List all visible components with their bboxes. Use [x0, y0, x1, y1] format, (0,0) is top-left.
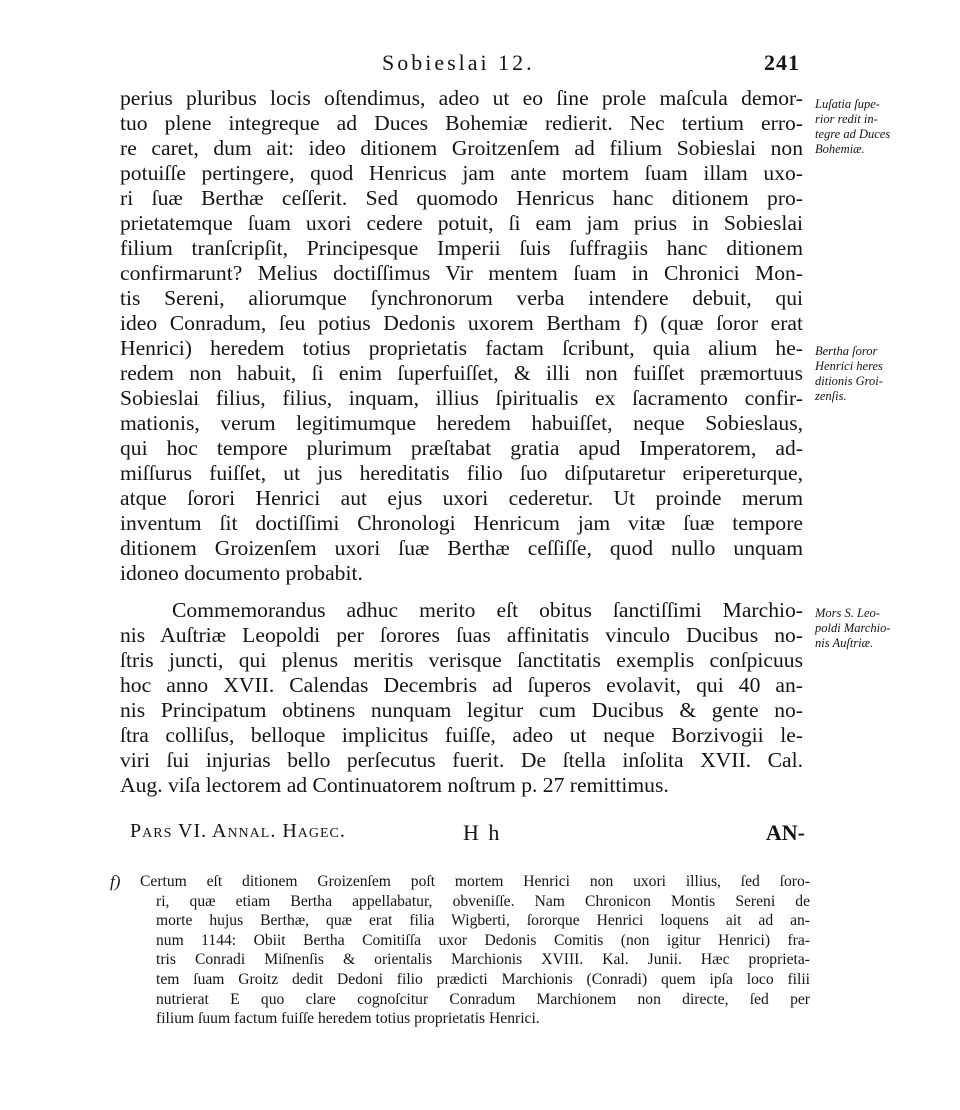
page-number: 241 — [764, 50, 800, 75]
text-line: atque ſorori Henrici aut ejus uxori cederetur. Ut proinde merum — [120, 486, 803, 510]
text-line: potuiſſe pertingere, quod Henricus jam ante mortem ſuam illam uxo- — [120, 161, 803, 185]
margin-note-leopold — [815, 606, 945, 651]
footnote-line: tris Conradi Miſnenſis & orientalis Marchionis XVIII. Kal. Junii. Hæc proprieta- — [156, 951, 810, 969]
text-line: miſſurus fuiſſet, ut jus hereditatis filio ſuo diſputaretur eripereturque, — [120, 461, 803, 485]
running-head-title: Sobieslai 12. — [382, 50, 535, 75]
text-line: Henrici) heredem totius proprietatis factam ſcribunt, quia alium he- — [120, 336, 803, 360]
margin-note-bertha — [815, 344, 945, 404]
text-line: confirmarunt? Melius doctiſſimus Vir mentem ſuam in Chronici Mon- — [120, 261, 803, 285]
text-line: Sobieslai filius, filius, inquam, illius ſpiritualis ex ſacramento confir- — [120, 386, 803, 410]
signature-mark: H h — [463, 820, 502, 845]
text-line: ſtra colliſus, belloque implicitus fuiſſe, adeo ut neque Borzivogii le- — [120, 723, 803, 747]
text-line: re caret, dum ait: ideo ditionem Groitzenſem ad filium Sobieslai non — [120, 136, 803, 160]
margin-note-line: ditionis Groi- — [815, 374, 883, 388]
paragraph-2 — [120, 598, 803, 798]
text-line: Commemorandus adhuc merito eſt obitus ſanctiſſimi Marchio- — [172, 598, 803, 622]
paragraph-1 — [120, 86, 803, 586]
footnote-line: nutrierat E quo clare cognoſcitur Conradum Marchionem non directe, ſed per — [156, 990, 810, 1008]
signature-label: Pars VI. Annal. Hagec. — [130, 820, 346, 842]
text-line: nis Auſtriæ Leopoldi per ſorores ſuas affinitatis vinculo Ducibus no- — [120, 623, 803, 647]
footnote-line: morte hujus Berthæ, quæ erat filia Wigberti, ſororque Henrici loquens ait ad an- — [156, 912, 810, 930]
margin-note-line: rior redit in- — [815, 112, 878, 126]
text-line: viri ſui injurias bello perſecutus fuerit. De ſtella inſolita XVII. Cal. — [120, 748, 803, 772]
text-line: hoc anno XVII. Calendas Decembris ad ſuperos evolavit, qui 40 an- — [120, 673, 803, 697]
text-line: inventum ſit doctiſſimi Chronologi Henricum jam vitæ ſuæ tempore — [120, 511, 803, 535]
margin-note-line: tegre ad Duces — [815, 127, 891, 141]
footnote-line: num 1144: Obiit Bertha Comitiſſa uxor Dedonis Comitis (non igitur Henrici) fra- — [156, 931, 810, 949]
text-line: tuo plene integreque ad Duces Bohemiæ redierit. Nec tertium erro- — [120, 111, 803, 135]
margin-note-line: Mors S. Leo- — [815, 606, 880, 620]
margin-note-line: poldi Marchio- — [815, 621, 891, 635]
margin-note-lusatia — [815, 97, 945, 157]
text-line: redem non habuit, ſi enim ſuperfuiſſet, & illi non fuiſſet præmortuus — [120, 361, 803, 385]
text-line: prietatemque ſuam uxori cedere potuit, ſi eam jam prius in Sobieslai — [120, 211, 803, 235]
text-line: mationis, verum legitimumque heredem habuiſſet, neque Sobieslaus, — [120, 411, 803, 435]
text-line: nis Principatum obtinens nunquam legitur cum Ducibus & gente no- — [120, 698, 803, 722]
text-line: qui hoc tempore plurimum præſtabat gratia apud Imperatorem, ad- — [120, 436, 803, 460]
margin-note-line: nis Auſtriæ. — [815, 636, 874, 650]
margin-note-line: Luſatia ſupe- — [815, 97, 880, 111]
margin-note-line: Henrici heres — [815, 359, 883, 373]
footnote-text — [140, 872, 810, 1029]
margin-note-line: Bertha ſoror — [815, 344, 878, 358]
footnote-line: tem ſuam Groitz dedit Dedoni filio prædicti Marchionis (Conradi) quem ipſa loco filii — [156, 970, 810, 988]
footnote-line: Certum eſt ditionem Groizenſem poſt mortem Henrici non uxori illius, ſed ſoro- — [140, 873, 810, 890]
signature-line — [130, 820, 805, 850]
text-line: tis Sereni, aliorumque ſynchronorum verba intendere debuit, qui — [120, 286, 803, 310]
text-line: ri ſuæ Berthæ ceſſerit. Sed quomodo Henricus hanc ditionem pro- — [120, 186, 803, 210]
catchword: AN- — [765, 820, 805, 845]
text-line: idoneo documento probabit. — [120, 561, 363, 585]
footnote-line: filium ſuum factum fuiſſe heredem totius proprietatis Henrici. — [156, 1010, 540, 1028]
text-line: perius pluribus locis oſtendimus, adeo ut eo ſine prole maſcula demor- — [120, 86, 803, 110]
text-line: ditionem Groizenſem uxori ſuæ Berthæ ceſſiſſe, quod nullo unquam — [120, 536, 803, 560]
text-line: ſtris juncti, qui plenus meritis verisque ſanctitatis exemplis conſpicuus — [120, 648, 803, 672]
text-line: Aug. viſa lectorem ad Continuatorem noſtrum p. 27 remittimus. — [120, 773, 669, 797]
margin-note-line: Bohemiæ. — [815, 142, 865, 156]
margin-note-line: zenſis. — [815, 389, 847, 403]
footnote-line: ri, quæ etiam Bertha appellabatur, obveniſſe. Nam Chronicon Montis Sereni de — [156, 892, 810, 910]
footnote-mark: f) — [110, 872, 121, 891]
text-line: ideo Conradum, ſeu potius Dedonis uxorem Bertham f) (quæ ſoror erat — [120, 311, 803, 335]
text-line: filium tranſcripſit, Principesque Imperii ſuis ſuffragiis hanc ditionem — [120, 236, 803, 260]
